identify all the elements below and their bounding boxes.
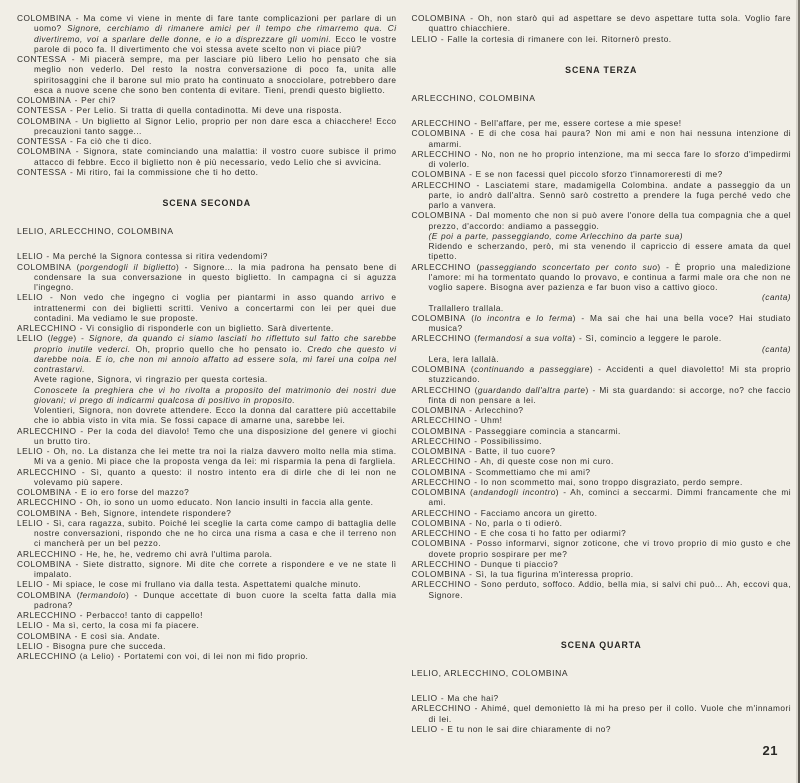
dialogue-line [412,128,792,149]
speaker-name: ARLECCHINO [411,148,471,159]
text-run: - Sì, quanto a questo: il nostro intento era di dirle che di lei non ne volevamo più sapere. [34,466,397,487]
dialogue-line [412,118,792,128]
italic-run: (E poi a parte, passeggiando, come Arlecchino da parte sua) [428,230,683,241]
text-run: - Sì, cara ragazza, subito. Poiché lei sceglie la carta come campo di battaglia delle nostre conversazioni, rispondo che ne ho circa una risma a casa e che il terreno non ci mancherà per un bel pezzo. [34,517,397,549]
dialogue-line [412,385,792,406]
text-run: - Beh, Signore, intendete rispondere? [71,507,232,518]
text-run: ( [470,333,478,344]
text-run: Ecco le vostre parole di poco fa. Il divertimento che voi stessa avete scelto non vi piace più? [34,33,397,54]
dialogue-line [17,487,397,497]
speaker-name: COLOMBINA [411,538,466,549]
speaker-name: ARLECCHINO [17,651,77,661]
dialogue-line [17,641,397,651]
text-run: - Ma sì, certo, la cosa mi fa piacere. [43,620,200,631]
italic-run: andandogli incontro [473,487,556,497]
speaker-name: COLOMBINA [17,261,72,272]
left-column [17,13,397,734]
dialogue-line [412,415,792,425]
dialogue-line [412,210,792,261]
text-run: - No, non ne ho proprio intenzione, ma mi secca fare lo sforzo d'impedirmi di volerlo. [428,148,791,169]
text-run: - Dal momento che non si può avere l'onore della tua compagnia che a quel prezzo, d'accordo: andiamo a passeggio. [428,210,791,231]
right-column [412,13,792,734]
text-run: ( [470,384,478,395]
text-run: - Siete distratto, signore. Mi dite che correte a rispondere e ve ne state lì impalato. [34,558,397,579]
speaker-name: COLOMBINA [411,466,466,477]
text-run: Oh, proprio quello che ho pensato io. [130,343,308,354]
text-run: - Dunque ti piaccio? [470,558,559,569]
text-run: ) - Ma sai che hai una bella voce? Hai studiato musica? [428,312,791,333]
italic-run: fermandosi a sua volta [477,333,573,344]
text-run: - Mi spiace, le cose mi frullano via dalla testa. Aspettatemi qualche minuto. [43,579,362,590]
speaker-name: COLOMBINA [411,128,466,139]
text-run: - E se non facessi quel piccolo sforzo t'innamoreresti di me? [465,169,723,180]
dialogue-line [17,497,397,507]
dialogue-line [17,323,397,333]
text-run: Lera, lera lallalà. [428,353,500,364]
speaker-name: COLOMBINA [411,13,466,23]
dialogue-line [17,620,397,630]
text-run: - Ma perché la Signora contessa si ritira vedendomi? [43,251,268,262]
speaker-name: ARLECCHINO [411,703,471,714]
dialogue-line [17,262,397,293]
text-run: - Fa ciò che ti dico. [66,136,152,146]
dialogue-line [412,467,792,477]
scene-heading: SCENA SECONDA [162,198,252,208]
speaker-name: ARLECCHINO [411,558,471,569]
text-run: - Passeggiare comincia a stancarmi. [465,425,621,436]
text-run: ) - Accidenti a quel diavoletto! Mi sta proprio stuzzicando. [428,364,791,385]
dialogue-line [412,528,792,538]
text-run: - E di che cosa hai paura? Non mi ami e non hai nessuna intenzione di amarmi. [428,128,791,149]
dialogue-line [17,136,397,146]
dialogue-line [17,426,397,447]
dialogue-line [412,724,792,734]
text-run: ) - Ah, cominci a seccarmi. Dimmi francamente che mi ami. [428,487,791,508]
dialogue-line [412,538,792,559]
dialogue-line [17,590,397,611]
speaker-name: LELIO [411,693,438,703]
dialogue-line [17,116,397,137]
text-run: - E che cosa ti ho fatto per odiarmi? [470,528,627,538]
text-run: - Ahimé, quel demonietto là mi ha preso per il collo. Vuole che m'innamori di lei. [428,703,791,724]
italic-run: (canta) [762,292,791,303]
text-run: - E io ero forse del mazzo? [71,487,190,497]
text-run: ) - Signore... la mia padrona ha pensato bene di condensare la sua conversazione in questo biglietto. In campagna ci si aguzza l'ingegno. [34,261,397,292]
page-number: 21 [762,743,778,758]
text-run: ) - [73,333,89,344]
dialogue-line [17,508,397,518]
text-run: ) - È proprio una maledizione l'amore: mi ha tormentato quando lo provavo, e continua a farmi male ora che non ne voglio sapere. Bisogna aver pazienza e far buon viso a cattivo gioco. [428,261,791,292]
speaker-name: ARLECCHINO [411,179,471,190]
dialogue-line [412,518,792,528]
text-run: ( [71,261,80,272]
text-run: - Per chi? [71,95,116,105]
dialogue-line [17,167,397,177]
speaker-name: COLOMBINA [411,210,466,221]
speaker-name: LELIO [17,579,44,590]
speaker-name: LELIO [17,640,44,651]
text-run: - Arlecchino? [465,405,524,415]
speaker-name: COLOMBINA [17,558,72,569]
dialogue-line [17,146,397,167]
scene-heading: SCENA TERZA [565,64,638,75]
text-run: - Bisogna pure che succeda. [43,640,166,651]
speaker-name: ARLECCHINO [411,384,471,395]
text-run: ) - Mi sta guardando: si accorge, no? che faccio finta di non pensare a lei. [428,384,791,405]
text-run: ) - Dunque accettate di buon cuore la scelta fatta dalla mia padrona? [34,589,397,610]
dialogue-line [412,703,792,724]
italic-run: continuando a passeggiare [474,364,590,374]
speaker-name: LELIO [17,292,44,303]
speaker-name: ARLECCHINO [17,610,77,620]
speaker-name: ARLECCHINO [17,425,77,436]
dialogue-line [412,169,792,179]
dialogue-line [412,446,792,456]
dialogue-line [17,105,397,115]
text-run: - Un biglietto al Signor Lelio, proprio per non dare esca a chiacchere! Ecco precauzioni tanto sagge... [34,115,397,136]
text-run: Volentieri, Signora, non dovrete attendere. Ecco la donna dal carattere più accettabile che io abbia visto in vita mia. Se fossi capace di amarne una, sarebbe lei. [34,405,397,426]
text-run: (a Lelio) - Portatemi con voi, di lei non mi fido proprio. [76,651,309,661]
scene-heading: SCENA QUARTA [560,639,642,650]
speaker-name: ARLECCHINO [17,497,77,508]
dialogue-line [17,446,397,467]
dialogue-line [17,631,397,641]
dialogue-line [412,13,792,34]
speaker-name: CONTESSA [17,54,67,64]
text-run: - Falle la cortesia di rimanere con lei. Ritornerò presto. [437,33,672,44]
dialogue-line [17,518,397,549]
text-run: - Mi ritiro, fai la commissione che ti ho detto. [66,166,259,177]
speaker-name: ARLECCHINO [411,507,471,518]
text-run: - Facciamo ancora un giretto. [470,507,598,518]
speaker-name: ARLECCHINO [17,466,77,477]
text-run: - Sì, la tua figurina m'interessa proprio. [465,569,634,579]
text-run: - Bell'affare, per me, essere cortese a mie spese! [470,118,682,128]
speaker-name: COLOMBINA [411,405,466,415]
speaker-name: COLOMBINA [411,517,466,528]
text-run: - No, parla o ti odierò. [465,517,563,528]
text-run: - Perbacco! tanto di cappello! [76,610,203,620]
dialogue-line [412,487,792,508]
text-run: ( [43,333,51,344]
text-run: - Vi consiglio di risponderle con un biglietto. Sarà divertente. [76,323,334,333]
speaker-name: COLOMBINA [17,507,72,518]
speaker-name: LELIO [411,723,438,734]
speaker-name: COLOMBINA [411,487,466,497]
text-run: ( [465,312,475,323]
speaker-name: ARLECCHINO [411,579,471,590]
dialogue-line [412,569,792,579]
text-run: - Batte, il tuo cuore? [465,446,556,456]
speaker-name: COLOMBINA [17,115,72,126]
speaker-name: COLOMBINA [411,446,466,456]
dialogue-line [412,477,792,487]
text-run: ( [71,589,80,600]
speaker-name: COLOMBINA [17,146,72,157]
italic-run: Conoscete la preghiera che vi ho rivolta a proposito del matrimonio dei nostri due giovani; vi prego di indicarmi qualcosa di positivo in proposito. [34,384,397,405]
text-run: - Oh, non starò qui ad aspettare se devo aspettare tutta sola. Voglio fare quattro chiacchiere. [428,13,791,34]
speaker-name: COLOMBINA [17,95,72,105]
dialogue-line [17,579,397,589]
dialogue-line [412,456,792,466]
dialogue-line [17,467,397,488]
cast-list: LELIO, ARLECCHINO, COLOMBINA [17,226,174,236]
speaker-name: COLOMBINA [411,569,466,579]
text-run: ( [470,261,480,272]
text-run: ( [465,487,474,497]
dialogue-line [412,579,792,600]
speaker-name: CONTESSA [17,105,67,116]
speaker-name: LELIO [17,333,44,344]
dialogue-line [412,149,792,170]
dialogue-line [17,549,397,559]
dialogue-line [17,95,397,105]
text-run: - Signora, state cominciando una malattia: il vostro cuore subisce il primo attacco di febbre. Ecco il biglietto non è più necessario, vedo Lelio che si avvicina. [34,146,397,167]
italic-run: Signore, cerchiamo di rimanere amici per il tempo che rimarremo qua. Ci divertiremo, voi a sparlare delle donne, e io a disprezzare gli uomini. [34,23,397,44]
italic-run: legge [50,333,74,344]
speaker-name: ARLECCHINO [411,528,471,538]
text-run: - Lasciatemi stare, madamigella Colombina. andate a passeggio da un parte, io andrò dall'altra. Sennò sarò costretto a prendere la fuga perché vedo che parlo a vanvera. [428,179,791,210]
cast-list: LELIO, ARLECCHINO, COLOMBINA [411,667,569,678]
text-run: ( [465,364,475,374]
text-run: - Posso informarvi, signor zoticone, che vi trovo proprio di mio gusto e che dovete proprio sospirare per me? [428,538,791,559]
text-run: - Io non scommetto mai, sono troppo disgraziato, perdo sempre. [470,476,743,487]
text-run: Avete ragione, Signora, vi ringrazio per questa cortesia. [34,374,268,385]
text-run: - E così sia. Andate. [71,630,161,641]
dialogue-line [17,292,397,323]
dialogue-line [412,436,792,446]
text-run: - Sono perduto, soffoco. Addio, bella mia, si salvi chi può... Ah, eccovi qua, Signore. [428,579,791,600]
speaker-name: LELIO [17,620,44,631]
speaker-name: ARLECCHINO [411,118,471,128]
speaker-name: ARLECCHINO [411,456,471,467]
italic-run: lo incontra e lo ferma [474,312,573,323]
text-run: - Uhm! [470,415,503,426]
speaker-name: ARLECCHINO [17,323,77,333]
text-run: Ridendo e scherzando, però, mi sta venendo il capriccio di essere amata da quel tipetto. [428,241,791,262]
text-run: - Ah, di queste cose non mi curo. [470,456,614,467]
speaker-name: LELIO [411,33,438,44]
dialogue-line [412,364,792,385]
text-run: - Per Lelio. Si tratta di quella contadinotta. Mi deve una risposta. [66,105,342,116]
text-run: - Non vedo che ingegno ci voglia per piantarmi in asso quando arrivo e intrattenermi con dei biglietti scritti. Venivo a concertarmi con lei per quei due contadini. Ma vediamo le sue proposte. [34,292,397,323]
dialogue-line [17,333,397,425]
dialogue-line [412,426,792,436]
speaker-name: COLOMBINA [17,589,72,600]
dialogue-line [412,262,792,313]
dialogue-line [412,34,792,44]
dialogue-line [17,559,397,580]
speaker-name: ARLECCHINO [17,548,77,559]
text-run: - Oh, io sono un uomo educato. Non lancio insulti in faccia alla gente. [76,497,374,508]
text-run: - Ma come vi viene in mente di fare tante complicazioni per parlare di un uomo? [34,13,397,34]
text-run: - Oh, no. La distanza che lei mette tra noi la rialza davvero molto nella mia stima. Mi va a genio. Mi piace che la proposta venga da lei: mi risparmia la pena di fargliela. [34,446,397,467]
dialogue-line [412,405,792,415]
italic-run: guardando dall'altra parte [477,384,586,395]
dialogue-line [412,333,792,364]
dialogue-line [17,651,397,661]
text-run: ) - Sì, comincio a leggere le parole. [572,333,722,344]
speaker-name: ARLECCHINO [411,333,471,344]
speaker-name: CONTESSA [17,166,67,177]
speaker-name: COLOMBINA [411,312,466,323]
speaker-name: ARLECCHINO [411,261,471,272]
text-run: - Ma che hai? [437,693,499,703]
italic-run: Signore, da quando ci siamo lasciati ho riflettuto sul fatto che sarebbe proprio inutile vederci. [34,333,397,354]
speaker-name: COLOMBINA [411,364,466,374]
text-run: - Possibilissimo. [470,435,542,446]
text-run: - He, he, he, vedremo chi avrà l'ultima parola. [76,548,273,559]
dialogue-line [17,251,397,261]
text-run: - Per la coda del diavolo! Temo che una disposizione del genere vi giochi un brutto tiro. [34,425,397,446]
dialogue-line [412,313,792,334]
speaker-name: COLOMBINA [17,630,72,641]
text-run: - Scommettiamo che mi ami? [465,466,591,477]
speaker-name: ARLECCHINO [411,415,471,426]
text-run: - E tu non le sai dire chiaramente di no? [437,723,611,734]
speaker-name: COLOMBINA [17,487,72,497]
speaker-name: ARLECCHINO [411,435,471,446]
speaker-name: ARLECCHINO [411,476,471,487]
italic-run: (canta) [762,343,791,354]
dialogue-line [17,610,397,620]
dialogue-line [17,54,397,95]
speaker-name: COLOMBINA [411,425,466,436]
speaker-name: CONTESSA [17,136,67,146]
italic-run: passeggiando sconcertato per conto suo [479,261,658,272]
italic-run: fermandolo [79,589,126,600]
italic-run: Credo che questo vi darebbe noia. E io, che non mi annoio affatto ad essere sola, mi farei una colpa nel contrastarvi. [34,343,397,374]
speaker-name: COLOMBINA [411,169,466,180]
speaker-name: LELIO [17,446,44,456]
dialogue-line [412,180,792,211]
text-run: Trallallero trallala. [428,302,504,313]
italic-run: porgendogli il biglietto [79,261,177,272]
dialogue-line [412,508,792,518]
speaker-name: LELIO [17,517,44,528]
cast-list: ARLECCHINO, COLOMBINA [411,92,536,103]
speaker-name: LELIO [17,251,44,262]
dialogue-line [412,693,792,703]
text-run: - Mi piacerà sempre, ma per lasciare più libero Lelio ho pensato che sia meglio non vederlo. Del resto la nostra conversazione di poco fa, unita alle spiritosaggini che il barone sul mio prato ha continuato a snocciolare, potrebbero dare esca a nuove scene che sono ben contenta di evitare. Tieni, prendi questo biglietto. [34,54,397,95]
speaker-name: COLOMBINA [17,13,72,23]
dialogue-line [412,559,792,569]
dialogue-line [17,13,397,54]
